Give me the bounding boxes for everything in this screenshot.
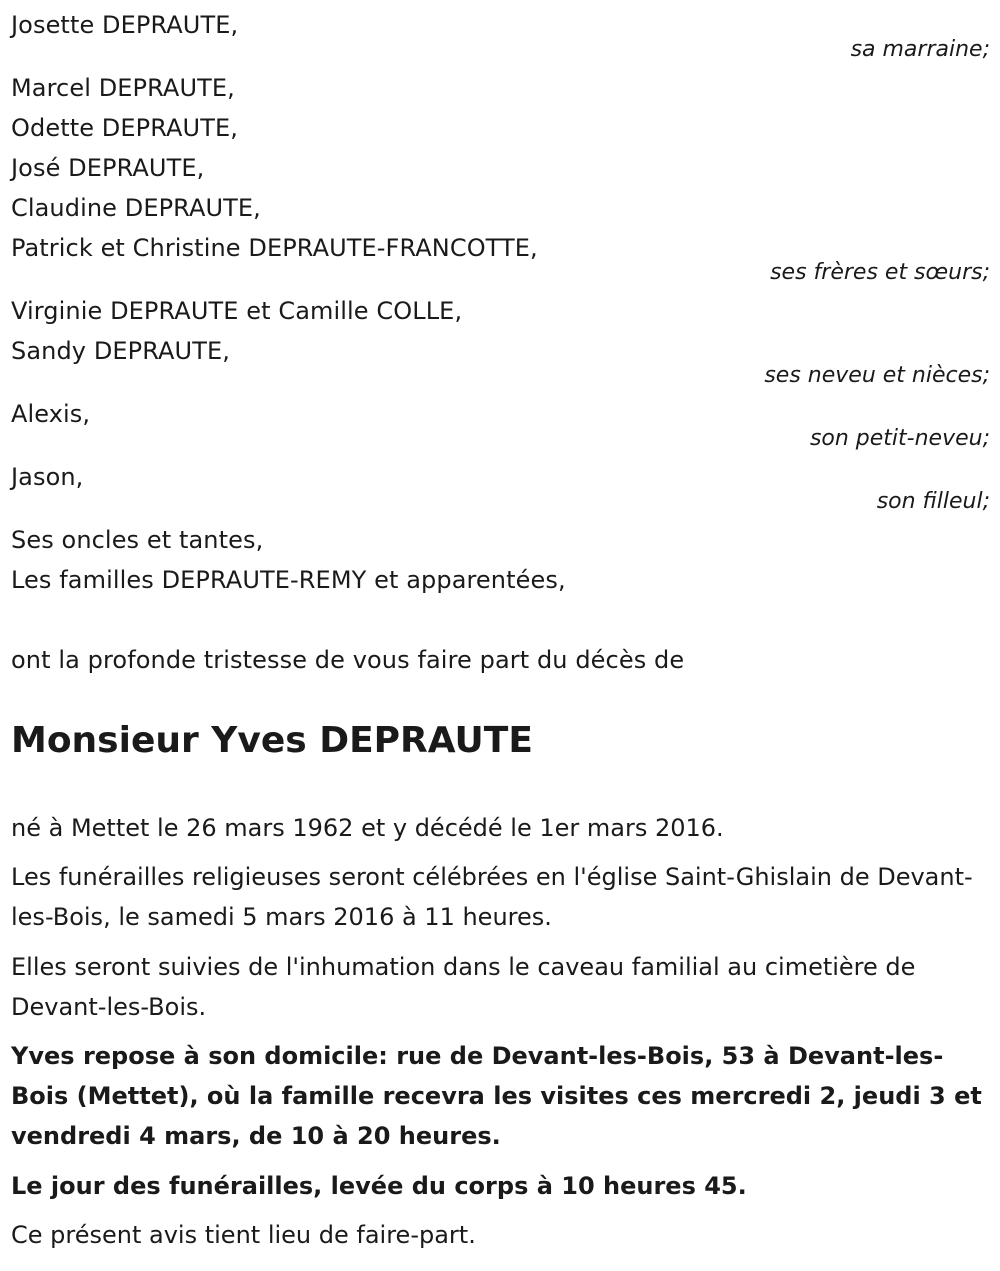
family-line-josette: Josette DEPRAUTE, — [11, 11, 239, 39]
burial-text: Elles seront suivies de l'inhumation dans le caveau familial au cimetière de Devant-les-Bois. — [11, 953, 916, 1021]
family-line-sandy: Sandy DEPRAUTE, — [11, 337, 230, 365]
role-freres-soeurs: ses frères et sœurs; — [770, 260, 990, 285]
announcement-text: ont la profonde tristesse de vous faire part du décès de — [11, 646, 685, 674]
role-marraine: sa marraine; — [850, 37, 990, 62]
family-line-patrick-christine: Patrick et Christine DEPRAUTE-FRANCOTTE, — [11, 234, 538, 262]
family-line-jason: Jason, — [11, 463, 84, 491]
funeral-text: Les funérailles religieuses seront célébrées en l'église Saint-Ghislain de Devant-les-Bois, le samedi 5 mars 2016 à 11 heures. — [11, 863, 973, 931]
family-line-odette: Odette DEPRAUTE, — [11, 114, 238, 142]
family-line-familles: Les familles DEPRAUTE-REMY et apparentées, — [11, 566, 566, 594]
role-filleul: son filleul; — [876, 489, 990, 514]
family-line-claudine: Claudine DEPRAUTE, — [11, 194, 261, 222]
visitation-text: Yves repose à son domicile: rue de Devant-les-Bois, 53 à Devant-les-Bois (Mettet), où la famille recevra les visites ces mercredi 2, jeudi 3 et vendredi 4 mars, de 10 à 20 heures. — [11, 1042, 982, 1150]
family-line-marcel: Marcel DEPRAUTE, — [11, 74, 235, 102]
departure-text: Le jour des funérailles, levée du corps à 10 heures 45. — [11, 1172, 747, 1200]
notice-text: Ce présent avis tient lieu de faire-part. — [11, 1221, 476, 1249]
role-neveu-nieces: ses neveu et nièces; — [764, 363, 990, 388]
deceased-name: Monsieur Yves DEPRAUTE — [11, 720, 533, 761]
role-petit-neveu: son petit-neveu; — [809, 426, 990, 451]
family-line-virginie-camille: Virginie DEPRAUTE et Camille COLLE, — [11, 297, 463, 325]
birth-death-text: né à Mettet le 26 mars 1962 et y décédé le 1er mars 2016. — [11, 814, 724, 842]
family-line-jose: José DEPRAUTE, — [11, 154, 205, 182]
family-line-oncles-tantes: Ses oncles et tantes, — [11, 526, 264, 554]
family-line-alexis: Alexis, — [11, 400, 91, 428]
